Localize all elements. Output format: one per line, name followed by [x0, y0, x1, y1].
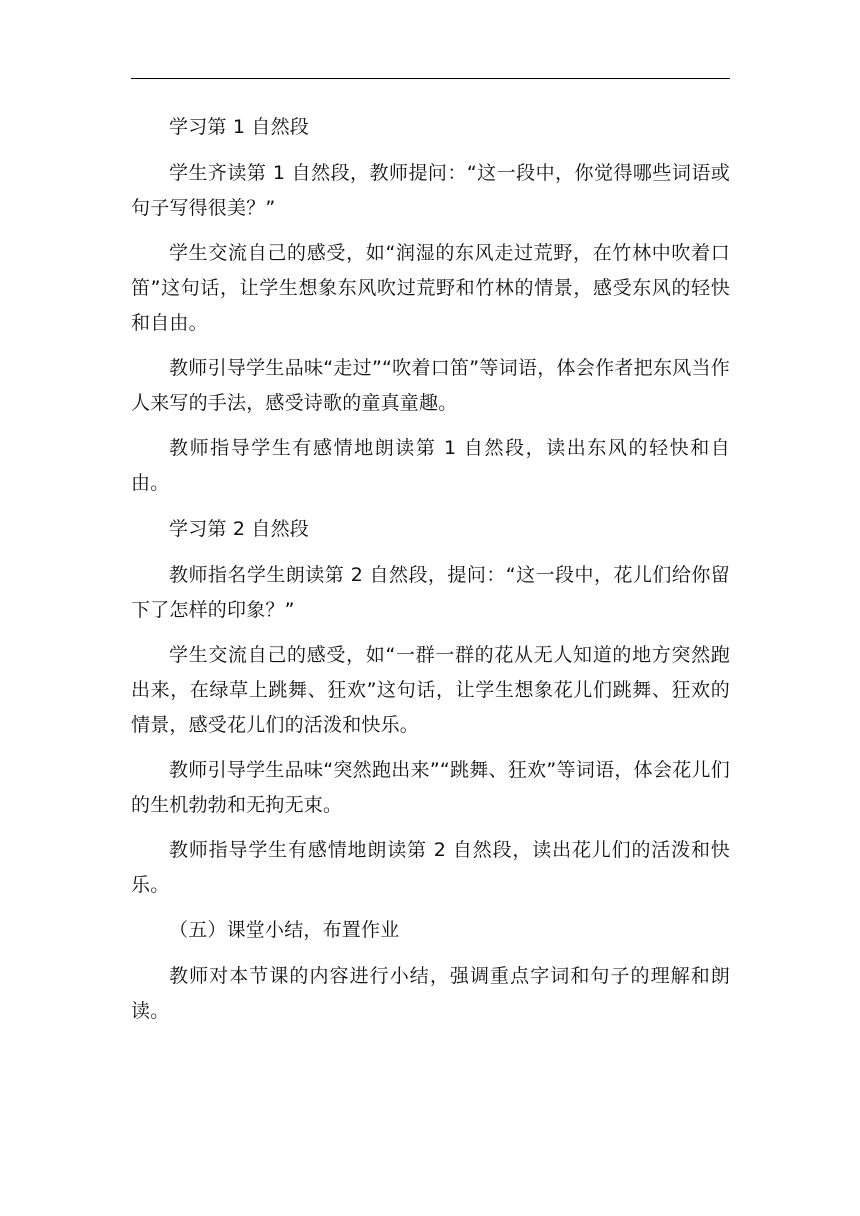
paragraph-heading-section-1: 学习第 1 自然段	[169, 116, 309, 138]
paragraph: 学生交流自己的感受，如“润湿的东风走过荒野，在竹林中吹着口笛”这句话，让学生想象东风吹过荒野和竹林的情景，感受东风的轻快和自由。	[131, 242, 730, 334]
paragraph-heading-section-2: 学习第 2 自然段	[169, 518, 309, 540]
header-rule	[131, 78, 730, 79]
paragraph: 学生交流自己的感受，如“一群一群的花从无人知道的地方突然跑出来，在绿草上跳舞、狂欢”这句话，让学生想象花儿们跳舞、狂欢的情景，感受花儿们的活泼和快乐。	[131, 644, 730, 736]
paragraph: 教师引导学生品味“突然跑出来”“跳舞、狂欢”等词语，体会花儿们的生机勃勃和无拘无束。	[131, 759, 730, 816]
paragraph: 学生齐读第 1 自然段，教师提问：“这一段中，你觉得哪些词语或句子写得很美？”	[131, 162, 730, 219]
paragraph: 教师对本节课的内容进行小结，强调重点字词和句子的理解和朗读。	[131, 965, 730, 1022]
section-heading-summary: （五）课堂小结，布置作业	[169, 919, 400, 941]
paragraph: 教师指导学生有感情地朗读第 2 自然段，读出花儿们的活泼和快乐。	[131, 839, 730, 896]
paragraph: 教师引导学生品味“走过”“吹着口笛”等词语，体会作者把东风当作人来写的手法，感受诗歌的童真童趣。	[131, 357, 730, 414]
paragraph: 教师指名学生朗读第 2 自然段，提问：“这一段中，花儿们给你留下了怎样的印象？”	[131, 564, 730, 621]
paragraph: 教师指导学生有感情地朗读第 1 自然段，读出东风的轻快和自由。	[131, 437, 730, 494]
document-body	[131, 110, 730, 1039]
